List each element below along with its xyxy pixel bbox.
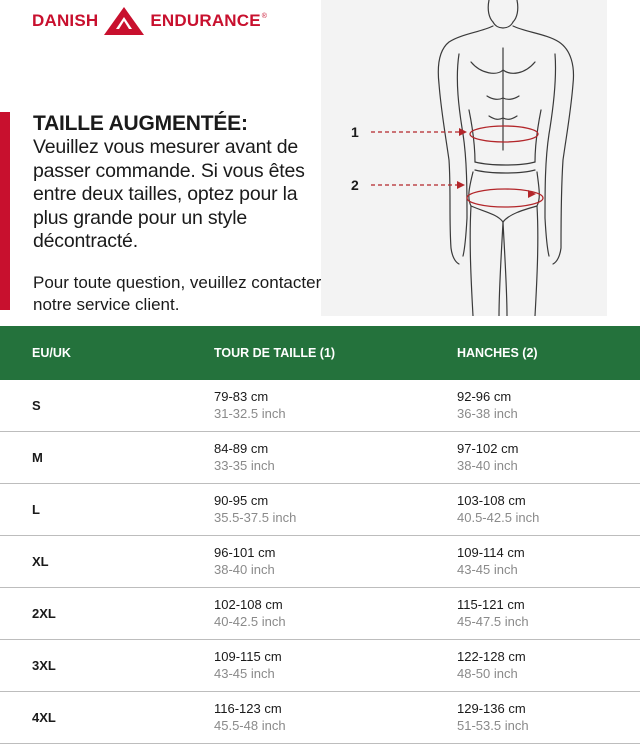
hips-inch: 43-45 inch	[457, 562, 518, 577]
header-hips: HANCHES (2)	[457, 346, 538, 360]
waist-inch: 33-35 inch	[214, 458, 275, 473]
hips-cm: 115-121 cm	[457, 597, 525, 612]
table-row	[0, 380, 640, 432]
hips-cell	[457, 544, 525, 579]
waist-cell	[214, 492, 296, 527]
waist-cell	[214, 648, 282, 683]
waist-cm: 96-101 cm	[214, 545, 276, 560]
accent-bar	[0, 112, 10, 310]
hips-inch: 45-47.5 inch	[457, 614, 529, 629]
table-row	[0, 432, 640, 484]
brand-logo[interactable]	[32, 6, 267, 36]
size-label: 4XL	[32, 710, 56, 725]
waist-cell	[214, 596, 286, 631]
hips-cm: 103-108 cm	[457, 493, 526, 508]
waist-cm: 90-95 cm	[214, 493, 269, 508]
waist-cm: 102-108 cm	[214, 597, 283, 612]
trademark-symbol: ®	[261, 12, 267, 20]
brand-mountain-icon	[103, 6, 145, 36]
waist-cm: 79-83 cm	[214, 389, 269, 404]
hips-cell	[457, 440, 518, 475]
intro-section	[0, 0, 640, 326]
hips-cell	[457, 492, 539, 527]
size-table	[0, 326, 640, 744]
hips-inch: 36-38 inch	[457, 406, 518, 421]
waist-cm: 109-115 cm	[214, 649, 282, 664]
hips-inch: 40.5-42.5 inch	[457, 510, 540, 525]
hips-cell	[457, 388, 518, 423]
size-label: XL	[32, 554, 49, 569]
waist-cm: 84-89 cm	[214, 441, 269, 456]
hips-cell	[457, 596, 529, 631]
table-row	[0, 640, 640, 692]
hips-cm: 97-102 cm	[457, 441, 519, 456]
callout-hips-number: 2	[351, 177, 359, 193]
waist-cm: 116-123 cm	[214, 701, 282, 716]
waist-cell	[214, 440, 275, 475]
size-label: S	[32, 398, 41, 413]
waist-inch: 40-42.5 inch	[214, 614, 286, 629]
hips-cell	[457, 700, 529, 735]
waist-inch: 43-45 inch	[214, 666, 275, 681]
waist-cell	[214, 544, 275, 579]
table-header	[0, 326, 640, 380]
size-label: 3XL	[32, 658, 56, 673]
size-label: M	[32, 450, 43, 465]
header-size: EU/UK	[32, 346, 71, 360]
hips-inch: 38-40 inch	[457, 458, 518, 473]
hips-cm: 92-96 cm	[457, 389, 512, 404]
hips-inch: 51-53.5 inch	[457, 718, 529, 733]
hips-cm: 122-128 cm	[457, 649, 526, 664]
hips-cm: 129-136 cm	[457, 701, 526, 716]
measurement-illustration	[321, 0, 607, 316]
waist-inch: 45.5-48 inch	[214, 718, 286, 733]
waist-inch: 35.5-37.5 inch	[214, 510, 297, 525]
table-row	[0, 484, 640, 536]
table-row	[0, 536, 640, 588]
size-label: 2XL	[32, 606, 56, 621]
waist-inch: 38-40 inch	[214, 562, 275, 577]
waist-cell	[214, 700, 286, 735]
intro-contact: Pour toute question, veuillez contacter notre service client.	[33, 273, 322, 314]
brand-name-left: DANISH	[32, 11, 99, 30]
brand-name-right: ENDURANCE	[150, 11, 261, 30]
size-label: L	[32, 502, 40, 517]
intro-text	[33, 112, 323, 254]
hips-inch: 48-50 inch	[457, 666, 518, 681]
waist-inch: 31-32.5 inch	[214, 406, 286, 421]
body-figure-icon	[321, 0, 607, 316]
header-waist: TOUR DE TAILLE (1)	[214, 346, 336, 360]
hips-cm: 109-114 cm	[457, 545, 525, 560]
table-row	[0, 588, 640, 640]
waist-cell	[214, 388, 286, 423]
table-row	[0, 692, 640, 744]
intro-body: Veuillez vous mesurer avant de passer commande. Si vous êtes entre deux tailles, optez pour la plus grande pour un style décontracté.	[33, 136, 305, 252]
hips-cell	[457, 648, 526, 683]
intro-title: TAILLE AUGMENTÉE:	[33, 112, 248, 135]
callout-waist-number: 1	[351, 124, 359, 140]
